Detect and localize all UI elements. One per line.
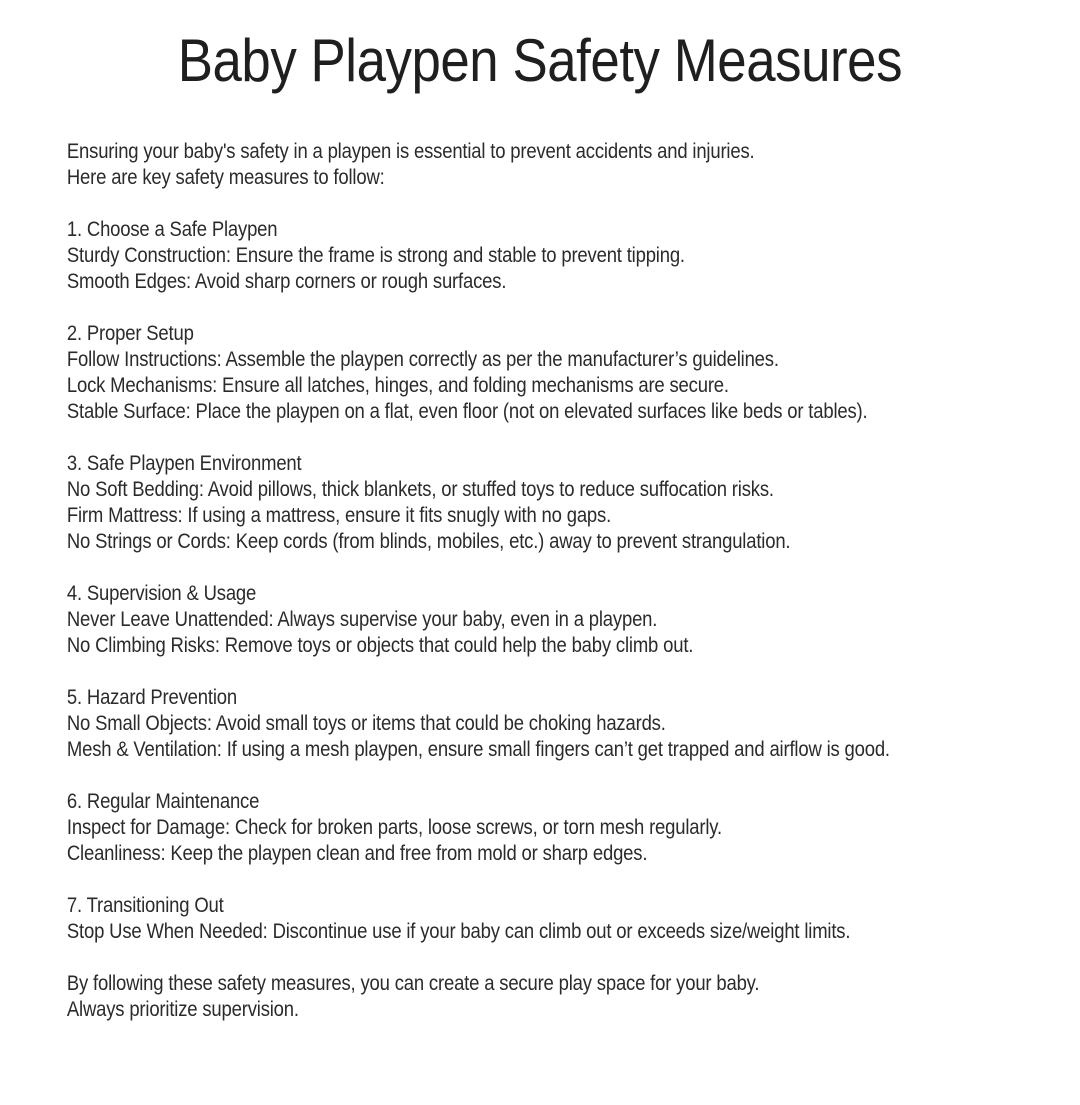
section-line: Never Leave Unattended: Always supervise your baby, even in a playpen. [66,608,658,631]
section-proper-setup [67,321,1080,425]
document-title: Baby Playpen Safety Measures [177,27,903,94]
section-heading: 2. Proper Setup [66,322,194,345]
document-body [67,139,1080,1023]
section-line: Firm Mattress: If using a mattress, ensure it fits snugly with no gaps. [66,504,612,527]
section-line: Stable Surface: Place the playpen on a flat, even floor (not on elevated surfaces like beds or tables). [66,400,868,423]
outro-line: Always prioritize supervision. [66,998,299,1021]
section-heading: 1. Choose a Safe Playpen [66,218,278,241]
section-line: No Small Objects: Avoid small toys or items that could be choking hazards. [66,712,666,735]
section-line: Stop Use When Needed: Discontinue use if your baby can climb out or exceeds size/weight limits. [66,920,851,943]
intro-line: Here are key safety measures to follow: [66,166,385,189]
section-supervision-usage [67,581,1080,659]
document-page [0,25,1080,1023]
intro-paragraph [67,139,1080,191]
section-line: No Climbing Risks: Remove toys or objects that could help the baby climb out. [66,634,694,657]
section-transitioning-out [67,893,1080,945]
section-line: Lock Mechanisms: Ensure all latches, hinges, and folding mechanisms are secure. [66,374,729,397]
section-heading: 4. Supervision & Usage [66,582,257,605]
intro-line: Ensuring your baby's safety in a playpen is essential to prevent accidents and injuries. [66,140,755,163]
section-heading: 5. Hazard Prevention [66,686,237,709]
section-hazard-prevention [67,685,1080,763]
section-line: Sturdy Construction: Ensure the frame is strong and stable to prevent tipping. [66,244,685,267]
section-line: Smooth Edges: Avoid sharp corners or rough surfaces. [66,270,507,293]
section-line: Cleanliness: Keep the playpen clean and free from mold or sharp edges. [66,842,648,865]
section-regular-maintenance [67,789,1080,867]
section-line: No Strings or Cords: Keep cords (from blinds, mobiles, etc.) away to prevent strangulation. [66,530,791,553]
section-heading: 7. Transitioning Out [66,894,224,917]
section-line: Mesh & Ventilation: If using a mesh playpen, ensure small fingers can’t get trapped and airflow is good. [66,738,890,761]
section-heading: 6. Regular Maintenance [66,790,260,813]
section-line: No Soft Bedding: Avoid pillows, thick blankets, or stuffed toys to reduce suffocation risks. [66,478,774,501]
section-choose-safe-playpen [67,217,1080,295]
section-heading: 3. Safe Playpen Environment [66,452,302,475]
section-line: Follow Instructions: Assemble the playpen correctly as per the manufacturer’s guidelines. [66,348,779,371]
section-safe-environment [67,451,1080,555]
outro-paragraph [67,971,1080,1023]
section-line: Inspect for Damage: Check for broken parts, loose screws, or torn mesh regularly. [66,816,722,839]
outro-line: By following these safety measures, you can create a secure play space for your baby. [66,972,760,995]
